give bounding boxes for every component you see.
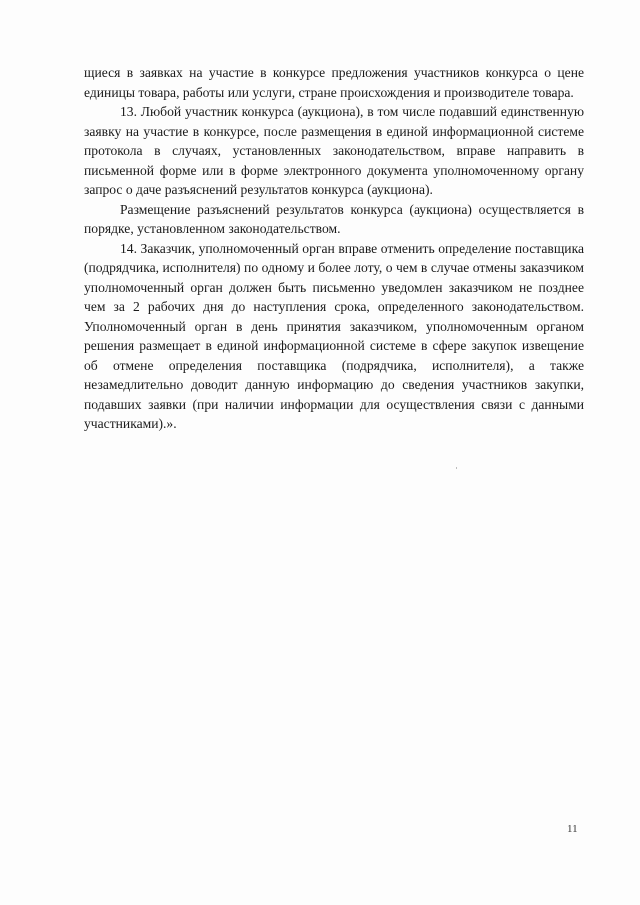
body-text: [84, 63, 584, 434]
paragraph-item-14: 14. Заказчик, уполномоченный орган вправе отменить определение поставщика (подрядчика, исполнителя) по одному и более лоту, о чем в случае отмены заказчиком уполномоченный орган должен быть письменно уведомлен заказчиком не позднее чем за 2 рабочих дня до наступления срока, определенного законодательством. Уполномоченный орган в день принятия заказчиком, уполномоченным органом решения размещает в единой информационной системе в сфере закупок извещение об отмене определения поставщика (подрядчика, исполнителя), а также незамедлительно доводит данную информацию до сведения участников закупки, подавших заявки (при наличии информации для осуществления связи с данными участниками).».: [84, 240, 584, 431]
paragraph-clarification-placement: Размещение разъяснений результатов конкурса (аукциона) осуществляется в порядке, установленном законодательством.: [84, 201, 584, 236]
scan-speck: [456, 467, 457, 469]
paragraph-item-13: 13. Любой участник конкурса (аукциона), в том числе подавший единственную заявку на участие в конкурсе, после размещения в единой информационной системе протокола в случаях, установленных законодательством, вправе направить в письменной форме или в форме электронного документа уполномоченному органу запрос о даче разъяснений результатов конкурса (аукциона).: [84, 104, 584, 197]
page-number: 11: [567, 823, 578, 835]
paragraph-continuation: щиеся в заявках на участие в конкурсе предложения участников конкурса о цене единицы товара, работы или услуги, стране происхождения и производителе товара.: [84, 65, 584, 100]
